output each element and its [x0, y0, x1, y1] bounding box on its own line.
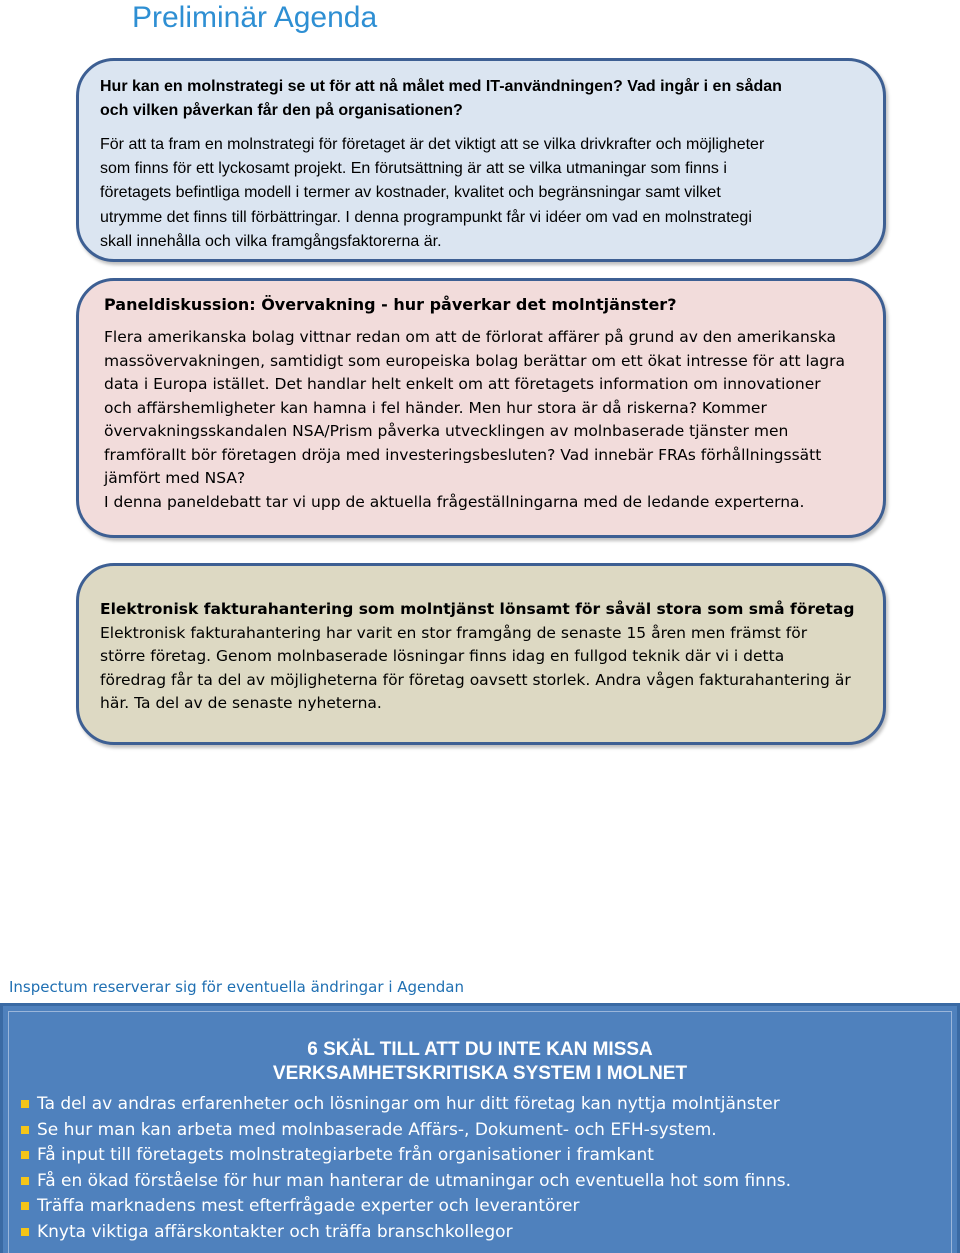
- body-line: skall innehålla och vilka framgångsfaktorerna är.: [100, 232, 442, 250]
- agenda-disclaimer: Inspectum reserverar sig för eventuella ändringar i Agendan: [9, 978, 464, 996]
- body-line: I denna paneldebatt tar vi upp de aktuella frågeställningarna med de ledande experterna.: [104, 492, 805, 511]
- agenda-item-description: [100, 622, 863, 716]
- square-bullet-icon: [21, 1177, 29, 1185]
- agenda-item-description: [104, 326, 863, 514]
- agenda-item-heading: [100, 75, 863, 123]
- body-line: massövervakningen, samtidigt som europeiska bolag berättar om ett ökat intresse för att lagra: [104, 351, 845, 370]
- square-bullet-icon: [21, 1202, 29, 1210]
- reasons-panel: [0, 1003, 960, 1253]
- title-line: VERKSAMHETSKRITISKA SYSTEM I MOLNET: [272, 1063, 688, 1084]
- body-line: här. Ta del av de senaste nyheterna.: [100, 694, 382, 712]
- title-line: 6 SKÄL TILL ATT DU INTE KAN MISSA: [307, 1039, 653, 1060]
- reason-text: Se hur man kan arbeta med molnbaserade Affärs-, Dokument- och EFH-system.: [37, 1119, 717, 1140]
- agenda-item-panel-discussion: [76, 278, 886, 538]
- body-line: större företag. Genom molnbaserade lösningar finns idag en fullgod teknik där vi i detta: [100, 647, 785, 665]
- list-item: [19, 1220, 791, 1246]
- heading-line: och vilken påverkan får den på organisationen?: [100, 102, 463, 119]
- heading-line: Hur kan en molnstrategi se ut för att nå målet med IT-användningen? Vad ingår i en sådan: [100, 78, 782, 95]
- reason-text: Få input till företagets molnstrategiarbete från organisationer i framkant: [37, 1145, 654, 1166]
- list-item: [19, 1143, 791, 1169]
- reasons-panel-frame: [8, 1011, 952, 1253]
- reasons-list: [19, 1092, 791, 1246]
- agenda-item-cloud-strategy: [76, 58, 886, 262]
- reasons-panel-title: [9, 1038, 951, 1086]
- reason-text: Knyta viktiga affärskontakter och träffa branschkollegor: [37, 1221, 513, 1242]
- body-line: utrymme det finns till förbättringar. I denna programpunkt får vi idéer om vad en molnstrategi: [100, 208, 752, 226]
- square-bullet-icon: [21, 1100, 29, 1108]
- reason-text: Ta del av andras erfarenheter och lösningar om hur ditt företag kan nyttja molntjänster: [37, 1094, 780, 1114]
- agenda-item-e-invoicing: [76, 563, 886, 745]
- page-title: Preliminär Agenda: [132, 1, 378, 34]
- body-line: jämfört med NSA?: [104, 469, 246, 487]
- square-bullet-icon: [21, 1228, 29, 1236]
- list-item: [19, 1118, 791, 1144]
- reason-text: Få en ökad förståelse för hur man hanterar de utmaningar och eventuella hot som finns.: [37, 1170, 791, 1191]
- body-line: företagets befintliga modell i termer av kostnader, kvalitet och begränsningar samt vilket: [100, 184, 721, 202]
- body-line: övervakningsskandalen NSA/Prism påverka utvecklingen av molnbaserade tjänster men: [104, 422, 789, 440]
- reason-text: Träffa marknadens mest efterfrågade experter och leverantörer: [37, 1196, 580, 1217]
- list-item: [19, 1169, 791, 1195]
- square-bullet-icon: [21, 1126, 29, 1134]
- body-line: För att ta fram en molnstrategi för företaget är det viktigt att se vilka drivkrafter och möjligheter: [100, 136, 765, 153]
- agenda-item-heading: Elektronisk fakturahantering som molntjänst lönsamt för såväl stora som små företag: [100, 600, 855, 618]
- list-item: [19, 1194, 791, 1220]
- body-line: Elektronisk fakturahantering har varit en stor framgång de senaste 15 åren men främst för: [100, 623, 808, 642]
- square-bullet-icon: [21, 1151, 29, 1159]
- body-line: Flera amerikanska bolag vittnar redan om att de förlorat affärer på grund av den amerikanska: [104, 328, 837, 346]
- body-line: och affärshemligheter kan hamna i fel händer. Men hur stora är då riskerna? Kommer: [104, 398, 767, 417]
- body-line: framförallt bör företagen dröja med investeringsbesluten? Vad innebär FRAs förhållningssätt: [104, 445, 822, 464]
- agenda-item-description: [100, 133, 863, 254]
- agenda-item-heading: Paneldiskussion: Övervakning - hur påverkar det molntjänster?: [104, 295, 677, 314]
- body-line: data i Europa istället. Det handlar helt enkelt om att företagets information om innovationer: [104, 375, 821, 393]
- body-line: som finns för ett lyckosamt projekt. En förutsättning är att se vilka utmaningar som finns i: [100, 160, 727, 178]
- body-line: föredrag får ta del av möjligheterna för företag oavsett storlek. Andra vågen fakturahantering är: [100, 670, 851, 689]
- list-item: [19, 1092, 791, 1118]
